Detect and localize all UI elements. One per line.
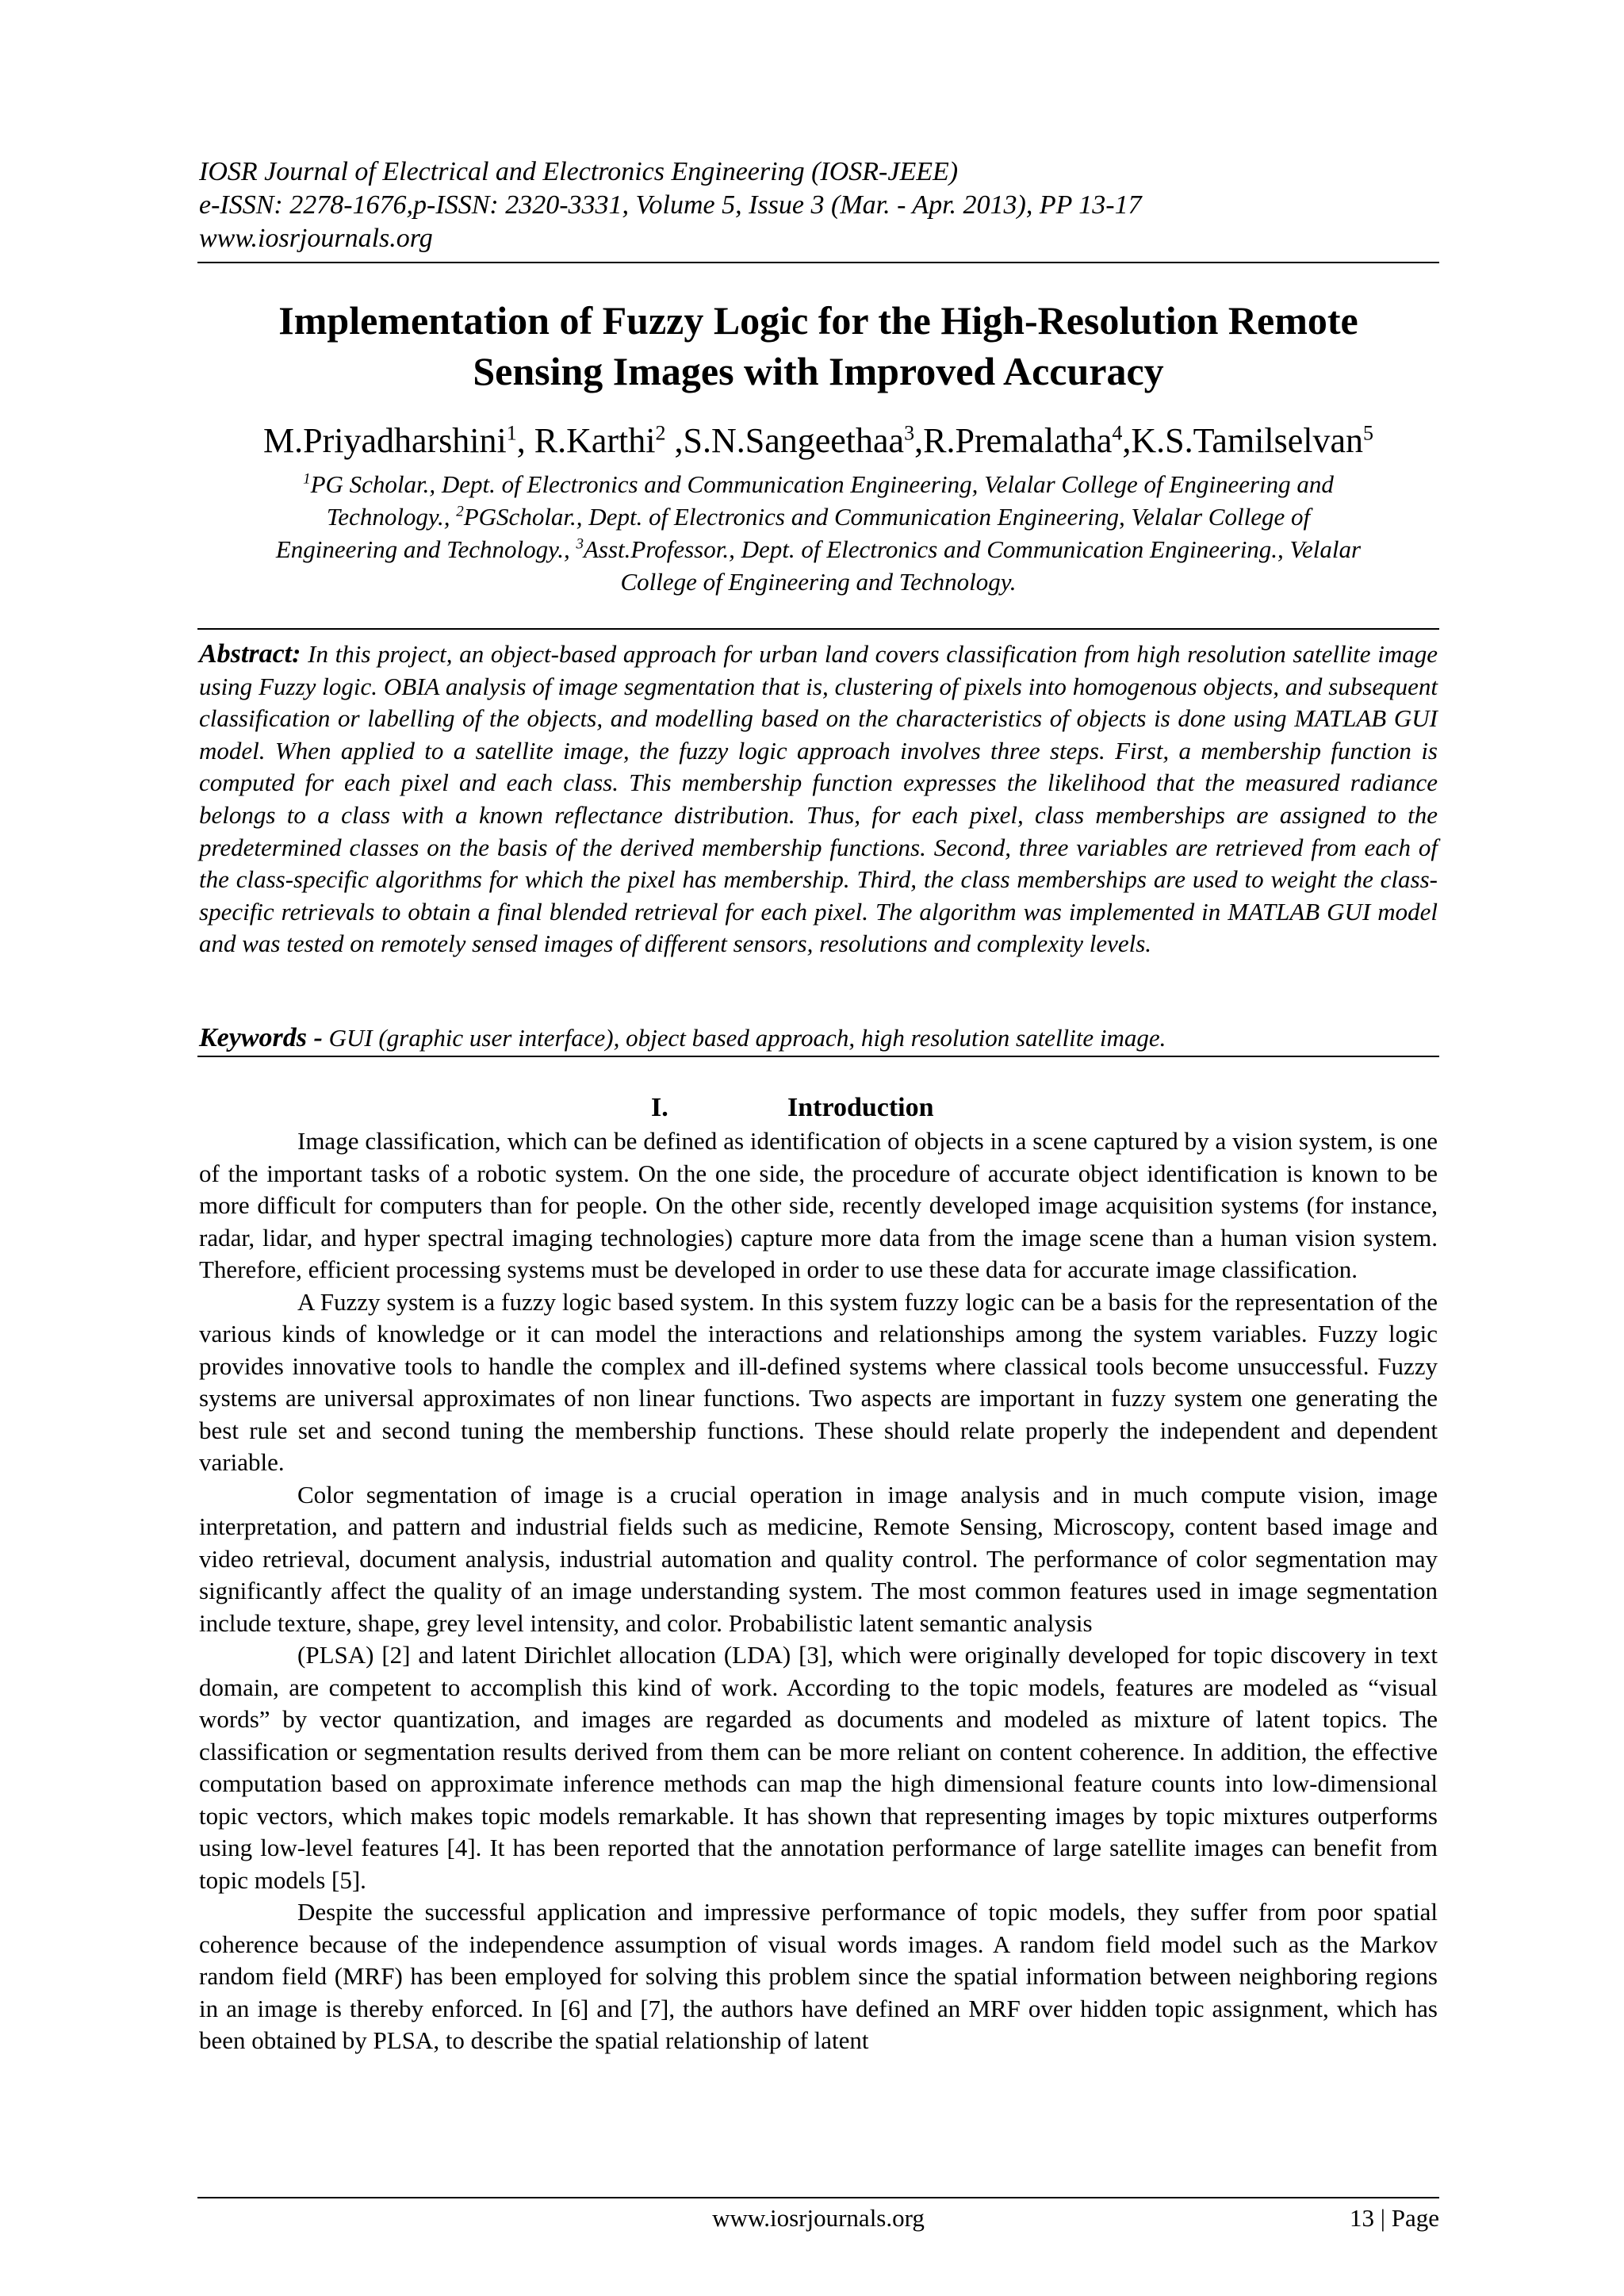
abstract-bottom-rule <box>197 1056 1439 1057</box>
keywords-text: GUI (graphic user interface), object based approach, high resolution satellite image. <box>322 1024 1166 1052</box>
keywords-label: Keywords - <box>199 1023 323 1052</box>
author-separator: , <box>1122 421 1132 460</box>
author-sup: 3 <box>904 421 915 445</box>
affiliation-sup: 3 <box>576 535 584 553</box>
affiliation-line: Engineering and Technology., $^3$Asst.Professor., Dept. of Electronics and Communication Engineering., Velalar <box>275 535 1362 563</box>
author-separator: , <box>665 421 684 460</box>
paragraph: (PLSA) [2] and latent Dirichlet allocation (LDA) [3], which were originally developed for topic discovery in text domain, are competent to accomplish this kind of work. According to the topic models, features are modeled as “visual words” by vector quantization, and images are regarded as documents and modeled as mixture of latent topics. The classification or segmentation results derived from them can be more reliant on content coherence. In addition, the effective computation based on approximate inference methods can map the high dimensional feature counts into low-dimensional topic vectors, which makes topic models remarkable. It has shown that representing images by topic mixtures outperforms using low-level features [4]. It has been reported that the annotation performance of large satellite images can benefit from topic models [5]. <box>199 1641 1438 1894</box>
affiliation-line: College of Engineering and Technology. <box>620 568 1017 596</box>
author-list <box>197 419 1439 463</box>
author-name: R.Premalatha <box>923 421 1113 460</box>
footer-website[interactable]: www.iosrjournals.org <box>712 2204 925 2232</box>
abstract-label: Abstract: <box>199 639 301 669</box>
author-name: K.S.Tamilselvan <box>1131 421 1364 460</box>
title-line-2: Sensing Images with Improved Accuracy <box>473 349 1164 393</box>
affiliation-sup: 1 <box>303 470 311 488</box>
affiliations <box>197 468 1439 598</box>
author-separator: , <box>914 421 924 460</box>
affiliation-line: $^1$PG Scholar., Dept. of Electronics and Communication Engineering, Velalar College of Engineering and <box>303 470 1334 498</box>
page-number: 13 | Page <box>1350 2204 1439 2232</box>
paragraph: Image classification, which can be defined as identification of objects in a scene captured by a vision system, is one of the important tasks of a robotic system. On the one side, the procedure of accurate object identification is known to be more difficult for computers than for people. On the other side, recently developed image acquisition systems (for instance, radar, lidar, and hyper spectral imaging technologies) capture more data from the image scene than a human vision system. Therefore, efficient processing systems must be developed in order to use these data for accurate image classification. <box>199 1127 1438 1283</box>
journal-website[interactable]: www.iosrjournals.org <box>199 224 433 253</box>
section-title: Introduction <box>787 1093 934 1122</box>
paragraph: Color segmentation of image is a crucial operation in image analysis and in much compute vision, image interpretation, and pattern and industrial fields such as medicine, Remote Sensing, Microscopy, content based image and video retrieval, document analysis, industrial automation and quality control. The performance of color segmentation may significantly affect the quality of an image understanding system. The most common features used in image segmentation include texture, shape, grey level intensity, and color. Probabilistic latent semantic analysis <box>199 1480 1438 1637</box>
author-sup: 5 <box>1363 421 1374 445</box>
author-name: M.Priyadharshini <box>262 421 507 460</box>
keywords <box>199 1022 1438 1054</box>
issn-line: e-ISSN: 2278-1676,p-ISSN: 2320-3331, Volume 5, Issue 3 (Mar. - Apr. 2013), PP 13-17 <box>199 190 1142 220</box>
author-sup: 2 <box>655 421 666 445</box>
header-rule <box>197 262 1439 263</box>
title-line-1: Implementation of Fuzzy Logic for the High-Resolution Remote <box>278 298 1358 343</box>
footer-rule <box>197 2197 1439 2198</box>
abstract-top-rule <box>197 628 1439 630</box>
author-sup: 4 <box>1112 421 1123 445</box>
paper-title <box>197 295 1439 397</box>
author-sup: 1 <box>506 421 517 445</box>
author-name: R.Karthi <box>534 421 656 460</box>
body-text <box>199 1125 1438 2057</box>
section-number: I. <box>651 1093 668 1122</box>
paragraph: A Fuzzy system is a fuzzy logic based system. In this system fuzzy logic can be a basis for the representation of the various kinds of knowledge or it can model the interactions and relationships among the system variables. Fuzzy logic provides innovative tools to handle the complex and ill-defined systems where classical tools become unsuccessful. Fuzzy systems are universal approximates of non linear functions. Two aspects are important in fuzzy system one generating the best rule set and second tuning the membership functions. These should relate properly the independent and dependent variable. <box>199 1287 1438 1476</box>
affiliation-line: Technology., $^2$PGScholar., Dept. of Electronics and Communication Engineering, Velalar College of <box>326 503 1311 531</box>
abstract <box>199 638 1438 960</box>
paragraph: Despite the successful application and impressive performance of topic models, they suffer from poor spatial coherence because of the independence assumption of visual words images. A random field model such as the Markov random field (MRF) has been employed for solving this problem since the spatial information between neighboring regions in an image is thereby enforced. In [6] and [7], the authors have defined an MRF over hidden topic assignment, which has been obtained by PLSA, to describe the spatial relationship of latent <box>199 1898 1438 2054</box>
journal-header <box>199 155 1436 255</box>
affiliation-sup: 2 <box>456 503 464 520</box>
author-separator: , <box>516 421 534 460</box>
journal-name: IOSR Journal of Electrical and Electronics Engineering (IOSR-JEEE) <box>199 157 959 186</box>
author-name: S.N.Sangeethaa <box>683 421 905 460</box>
abstract-text: In this project, an object-based approach for urban land covers classification from high resolution satellite image using Fuzzy logic. OBIA analysis of image segmentation that is, clustering of pixels into homogenous objects, and subsequent classification or labelling of the objects, and modelling based on the characteristics of objects is done using MATLAB GUI model. When applied to a satellite image, the fuzzy logic approach involves three steps. First, a membership function is computed for each pixel and each class. This membership function expresses the likelihood that the measured radiance belongs to a class with a known reflectance distribution. Thus, for each pixel, class memberships are assigned to the predetermined classes on the basis of the derived membership functions. Second, three variables are retrieved from each of the class-specific algorithms for which the pixel has membership. Third, the class memberships are used to weight the class-specific retrievals to obtain a final blended retrieval for each pixel. The algorithm was implemented in MATLAB GUI model and was tested on remotely sensed images of different sensors, resolutions and complexity levels. <box>199 640 1438 958</box>
